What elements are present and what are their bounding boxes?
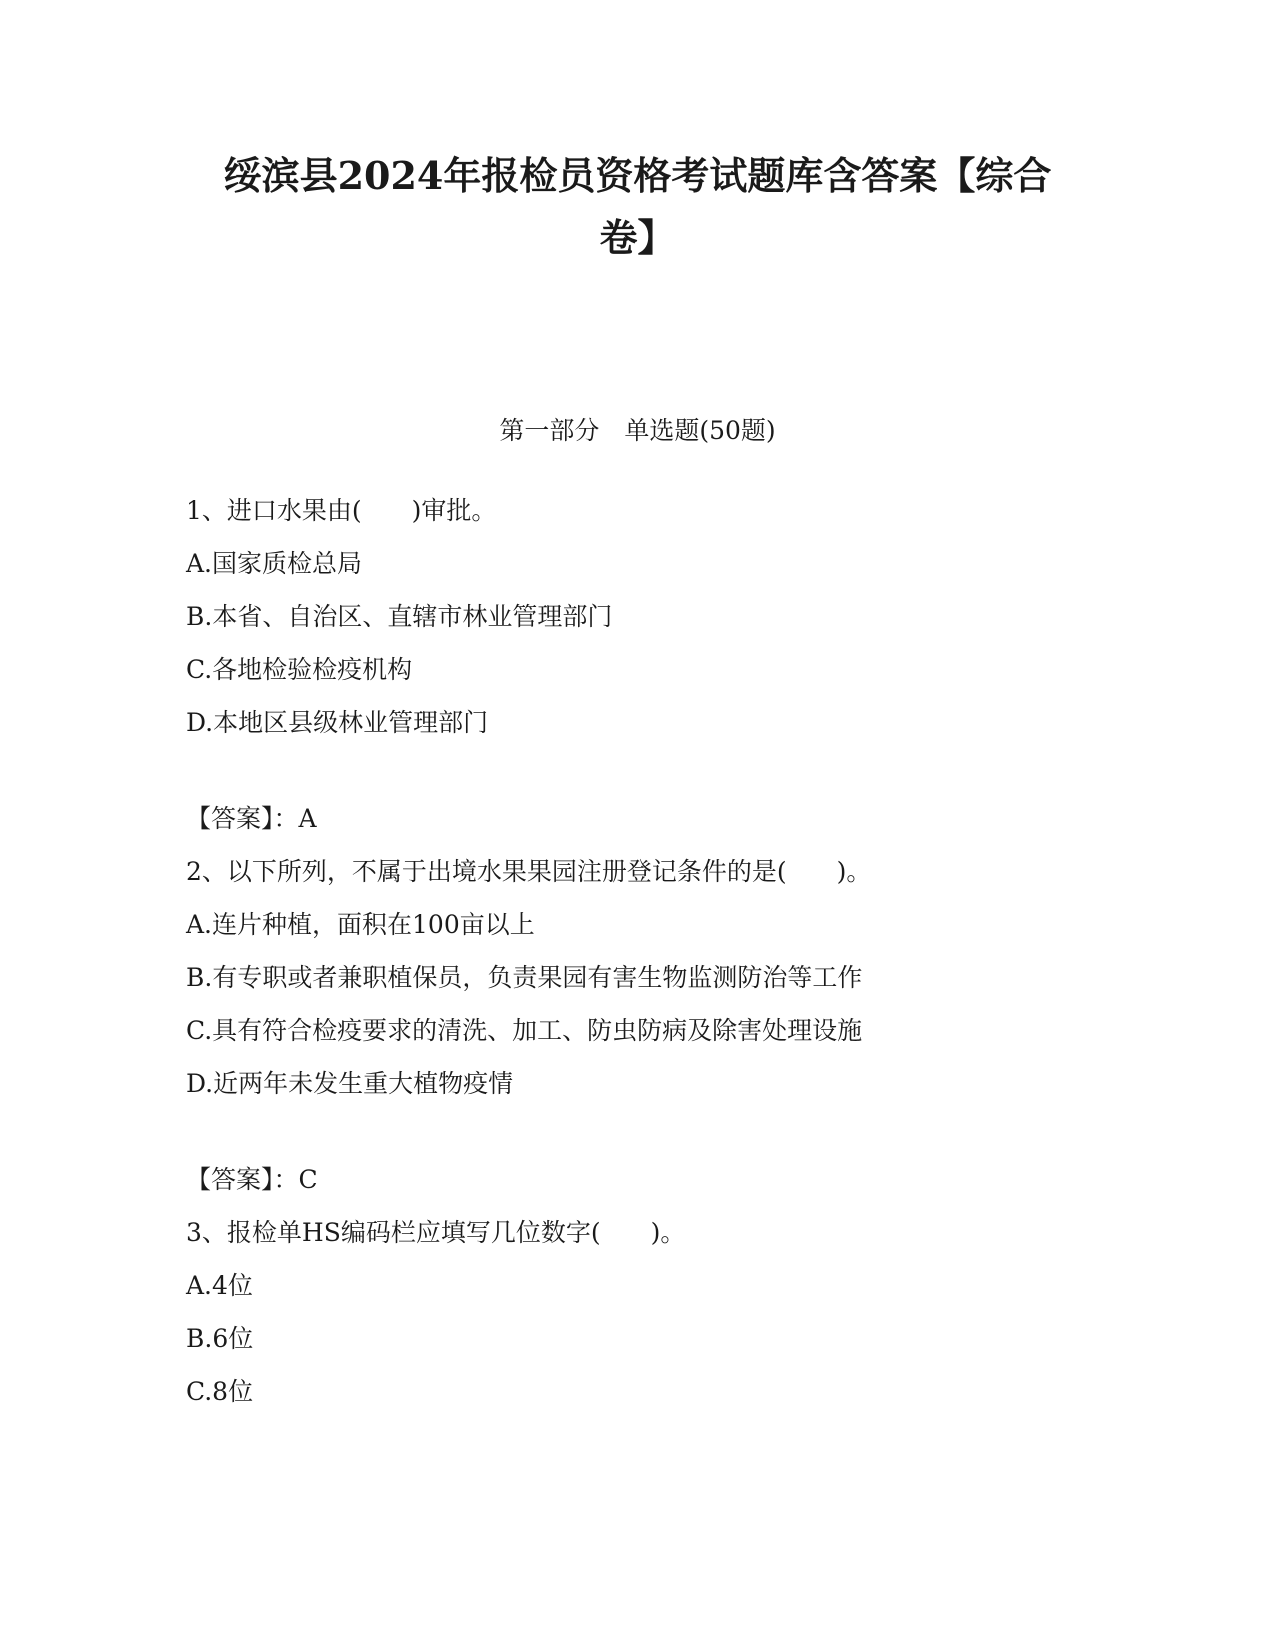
question-3-option-a: A.4位: [186, 1271, 253, 1300]
question-3-stem: 3、报检单HS编码栏应填写几位数字( )。: [186, 1218, 686, 1247]
document-title-line-2: 卷】: [599, 215, 676, 260]
question-2-option-c: C.具有符合检疫要求的清洗、加工、防虫防病及除害处理设施: [186, 1016, 863, 1045]
question-1-option-c: C.各地检验检疫机构: [186, 655, 413, 684]
question-2-option-d: D.近两年未发生重大植物疫情: [186, 1069, 514, 1098]
question-3-option-b: B.6位: [186, 1324, 254, 1353]
question-1-option-d: D.本地区县级林业管理部门: [186, 708, 489, 737]
section-heading: 第一部分 单选题(50题): [499, 416, 776, 445]
question-2-stem: 2、以下所列，不属于出境水果果园注册登记条件的是( )。: [186, 857, 872, 886]
question-2-answer: 【答案】：C: [186, 1165, 318, 1194]
question-1-option-b: B.本省、自治区、直辖市林业管理部门: [186, 602, 613, 631]
question-1-answer: 【答案】：A: [186, 804, 317, 833]
question-1-stem: 1、进口水果由( )审批。: [186, 496, 497, 525]
question-3-option-c: C.8位: [186, 1377, 254, 1406]
document-title-line-1: 绥滨县2024年报检员资格考试题库含答案【综合: [223, 153, 1052, 198]
question-1-option-a: A.国家质检总局: [186, 549, 363, 578]
question-2-option-a: A.连片种植，面积在100亩以上: [186, 910, 535, 939]
question-2-option-b: B.有专职或者兼职植保员，负责果园有害生物监测防治等工作: [186, 963, 863, 992]
